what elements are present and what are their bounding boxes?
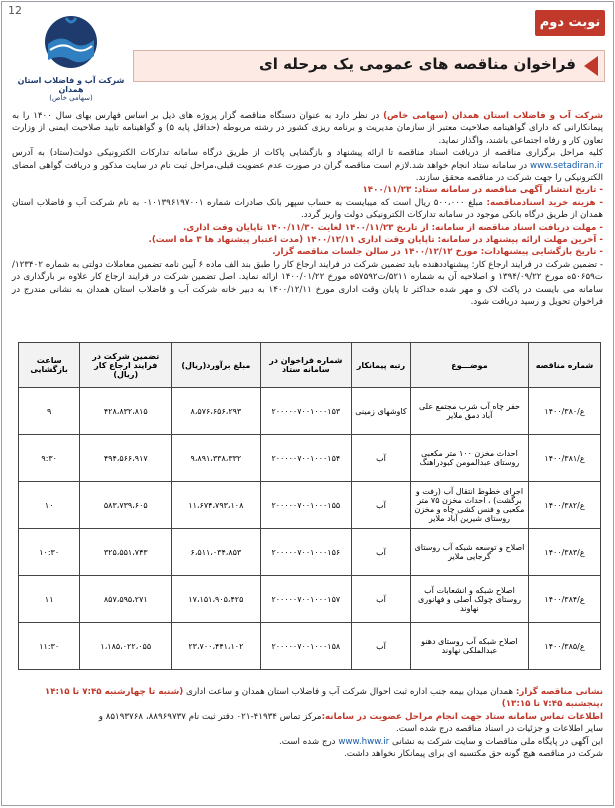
cell-rank: آب <box>352 623 411 670</box>
second-round-badge: نوبت دوم <box>535 10 605 36</box>
cell-rank: کاوشهای زمینی <box>352 388 411 435</box>
company-name: شرکت آب و فاضلاب استان همدان <box>17 76 125 94</box>
cell-guarantee: ۴۲۸،۸۳۲،۸۱۵ <box>80 388 172 435</box>
rights-line: شرکت در مناقصه هیچ گونه حق مکتسبه ای برای پیمانکار نخواهد داشت. <box>343 749 603 760</box>
cell-setad-number: ۲۰۰۰۰۰۷۰۰۱۰۰۰۱۵۳ <box>260 388 351 435</box>
cell-rank: آب <box>352 576 411 623</box>
table-header-row <box>19 343 601 388</box>
notice-body <box>12 110 603 309</box>
table-row <box>19 435 601 482</box>
tender-notice-page <box>1 1 614 806</box>
fee-text: مبلغ ۵۰۰،۰۰۰ ریال است که میبایست به حساب سپهر بانک صادرات شماره ۰۱۰۱۳۹۶۱۹۷۰۰۱ به نام شرکت آب و فاضلاب استان همدان از طریق درگاه بانکی موجود در سامانه تدارکات الکترونیکی دولت واریز گردد. <box>12 197 603 221</box>
portal-text-a: این آگهی در پایگاه ملی مناقصات و سایت شرکت به نشانی <box>389 736 603 747</box>
address-label: نشانی مناقصه گزار: <box>515 687 603 697</box>
cell-guarantee: ۴۹۴،۵۶۶،۹۱۷ <box>80 435 172 482</box>
cell-tender-number: ع/۱۴۰۰/۳۸۲ <box>529 482 601 529</box>
setad-text-b: در سامانه ستاد انجام خواهد شد.لازم است مناقصه گران در صورت عدم عضویت قبلی،مراحل ثبت نام در سایت مذکور و دریافت گواهی امضای الکترونیکی را جهت شرکت در مناقصه محقق سازند. <box>12 160 603 184</box>
guarantee-line: - تضمین شرکت در فرایند ارجاع کار: پیشنهاددهنده باید تضمین شرکت در فرایند ارجاع کار را طبق بند الف ماده ۶ آیین نامه تضمین معاملات دولتی به شماره ۱۲۳۴۰۲/ت۵۰۶۵۹ه مورخ ۱۳۹۴/۰۹/۲۲ و اصلاحیه آن به شماره ۵۲۱۱/ت۵۷۵۹۲ه مورخ ۱۴۰۰/۰۱/۲۲ ارائه نماید. اصل تضمین شرکت در فرایند ارجاع کار علاوه بر بارگذاری در سامانه می بایست در پاکت لاک و مهر شده حداکثر تا پایان وقت اداری مورخ ۱۴۰۰/۱۲/۱۱ به دبیر خانه شرکت آب و فاضلاب استان همدان به نشانی مندرج در فراخوان تحویل و رسید دریافت شود. <box>12 259 603 308</box>
publish-date-line: - تاریخ انتشار آگهی مناقصه در سامانه ستاد: ۱۴۰۰/۱۱/۲۳ <box>362 185 603 196</box>
intro-paragraph <box>12 110 603 147</box>
cell-subject: اجرای خطوط انتقال آب (رفت و برگشت) ، احداث مخزن ۷۵ متر مکعبی و فنس کشی چاه و مخزن روستای شیرین آباد ملایر <box>410 482 528 529</box>
cell-setad-number: ۲۰۰۰۰۰۷۰۰۱۰۰۰۱۵۶ <box>260 529 351 576</box>
intro-text: در نظر دارد به عنوان دستگاه مناقصه گزار پروژه های ذیل بر اساس فهارس بهای سال ۱۴۰۰ را به پیمانکارانی که دارای گواهینامه صلاحیت معتبر از سازمان مدیریت و برنامه ریزی کشور در رشته مربوطه (حداقل پایه ۵) و گواهینامه تایید صلاحیت ایمنی از وزارت تعاون کار و رفاه اجتماعی باشند، واگذار نماید. <box>12 111 603 146</box>
cell-tender-number: ع/۱۴۰۰/۳۸۰ <box>529 388 601 435</box>
fee-line <box>12 197 603 222</box>
cell-estimate: ۹،۸۹۱،۳۳۸،۳۳۲ <box>172 435 260 482</box>
cell-setad-number: ۲۰۰۰۰۰۷۰۰۱۰۰۰۱۵۸ <box>260 623 351 670</box>
more-info-line: سایر اطلاعات و جزئیات در اسناد مناقصه درج شده است. <box>396 724 603 735</box>
cell-estimate: ۲۳،۷۰۰،۴۴۱،۱۰۲ <box>172 623 260 670</box>
cell-opening-time: ۱۱ <box>19 576 80 623</box>
company-site-link[interactable]: www.hww.ir <box>338 736 390 747</box>
col-subject: موضـــوع <box>410 343 528 388</box>
cell-rank: آب <box>352 435 411 482</box>
cell-setad-number: ۲۰۰۰۰۰۷۰۰۱۰۰۰۱۵۵ <box>260 482 351 529</box>
setad-contact-text: مرکز تماس ۴۱۹۳۴-۰۲۱ دفتر ثبت نام ۸۸۹۶۹۷۳۷، ۸۵۱۹۳۷۶۸ و <box>98 711 322 722</box>
cell-subject: حفر چاه آب شرب مجتمع علی آباد دمق ملایر <box>410 388 528 435</box>
cell-estimate: ۶،۵۱۱،۰۳۴،۸۵۳ <box>172 529 260 576</box>
cell-rank: آب <box>352 529 411 576</box>
setad-paragraph <box>12 147 603 184</box>
table-row <box>19 482 601 529</box>
setad-text-a: کلیه مراحل برگزاری مناقصه از دریافت اسناد مناقصه تا ارائه پیشنهاد و بازگشایی پاکات از طریق درگاه سامانه تدارکات الکترونیکی دولت(ستاد) به آدرس <box>12 148 603 159</box>
page-corner-number: 12 <box>8 4 22 17</box>
cell-opening-time: ۱۰:۳۰ <box>19 529 80 576</box>
col-tender-number: شماره مناقصه <box>529 343 601 388</box>
col-estimate: مبلغ برآورد(ریال) <box>172 343 260 388</box>
cell-subject: اصلاح شبکه و انشعابات آب روستای چولک اصلی و فهانوری نهاوند <box>410 576 528 623</box>
cell-subject: اصلاح و توسعه شبکه آب روستای گرجایی ملایر <box>410 529 528 576</box>
cell-guarantee: ۸۵۷،۵۹۵،۲۷۱ <box>80 576 172 623</box>
cell-estimate: ۸،۵۷۶،۶۵۶،۲۹۳ <box>172 388 260 435</box>
company-type: (سهامی خاص) <box>49 94 93 102</box>
cell-guarantee: ۱،۱۸۵،۰۲۲،۰۵۵ <box>80 623 172 670</box>
setad-link[interactable]: www.setadiran.ir <box>530 160 603 171</box>
col-opening-time: ساعت بازگشایی <box>19 343 80 388</box>
cell-rank: آب <box>352 482 411 529</box>
cell-subject: اصلاح شبکه آب روستای دهنو عبدالملکی نهاوند <box>410 623 528 670</box>
company-highlight: شرکت آب و فاضلاب استان همدان (سهامی خاص) <box>383 111 604 121</box>
cell-guarantee: ۳۲۵،۵۵۱،۷۴۳ <box>80 529 172 576</box>
address-line <box>12 686 603 711</box>
submit-deadline-line: - آخرین مهلت ارائه پیشنهاد در سامانه: تاپایان وقت اداری ۱۴۰۰/۱۲/۱۱ (مدت اعتبار پیشنهاد ها ۳ ماه است). <box>148 235 603 246</box>
cell-estimate: ۱۷،۱۵۱،۹۰۵،۴۲۵ <box>172 576 260 623</box>
portal-line <box>12 736 603 748</box>
col-contractor-rank: رتبه پیمانکار <box>352 343 411 388</box>
cell-tender-number: ع/۱۴۰۰/۳۸۳ <box>529 529 601 576</box>
title-arrow-icon <box>584 56 598 76</box>
cell-guarantee: ۵۸۳،۷۳۹،۶۰۵ <box>80 482 172 529</box>
fee-label: - هزینه خرید اسنادمناقصه: <box>486 197 603 208</box>
company-logo <box>16 12 126 102</box>
setad-contact-label: اطلاعات تماس سامانه ستاد جهت انجام مراحل عضویت در سامانه: <box>321 711 603 722</box>
setad-contact-line <box>12 711 603 723</box>
notice-footer <box>12 686 603 760</box>
cell-subject: احداث مخزن ۱۰۰ متر مکعبی روستای عبدالمومن کبودراهنگ <box>410 435 528 482</box>
cell-tender-number: ع/۱۴۰۰/۳۸۵ <box>529 623 601 670</box>
cell-estimate: ۱۱،۶۷۴،۷۹۳،۱۰۸ <box>172 482 260 529</box>
notice-title-bar <box>133 50 605 82</box>
opening-date-line: - تاریخ بازگشایی پیشنهادات: مورخ ۱۴۰۰/۱۲/۱۲ در سالن جلسات مناقصه گزار. <box>272 247 603 258</box>
cell-opening-time: ۱۰ <box>19 482 80 529</box>
tenders-table <box>18 342 601 670</box>
cell-opening-time: ۱۱:۳۰ <box>19 623 80 670</box>
cell-setad-number: ۲۰۰۰۰۰۷۰۰۱۰۰۰۱۵۴ <box>260 435 351 482</box>
office-hours: (شنبه تا چهارشنبه ۷:۴۵ تا ۱۴:۱۵ ،پنجشنبه ۷:۴۵ تا ۱۳:۱۵) <box>44 687 603 710</box>
notice-title: فراخوان مناقصه های عمومی یک مرحله ای <box>258 55 576 73</box>
cell-tender-number: ع/۱۴۰۰/۳۸۱ <box>529 435 601 482</box>
table-row <box>19 529 601 576</box>
cell-tender-number: ع/۱۴۰۰/۳۸۴ <box>529 576 601 623</box>
cell-setad-number: ۲۰۰۰۰۰۷۰۰۱۰۰۰۱۵۷ <box>260 576 351 623</box>
col-guarantee: تضمین شرکت در فرایند ارجاع کار (ریال) <box>80 343 172 388</box>
table-row <box>19 576 601 623</box>
table-row <box>19 388 601 435</box>
col-setad-number: شماره فراخوان در سامانه ستاد <box>260 343 351 388</box>
water-drop-logo-icon <box>36 12 106 70</box>
portal-text-b: درج شده است. <box>278 736 339 747</box>
address-text: همدان میدان بیمه جنب اداره ثبت احوال شرکت آب و فاضلاب استان همدان و ساعت اداری <box>183 687 516 697</box>
cell-opening-time: ۹:۳۰ <box>19 435 80 482</box>
table-row <box>19 623 601 670</box>
receive-deadline-line: - مهلت دریافت اسناد مناقصه از سامانه: از تاریخ ۱۴۰۰/۱۱/۲۳ لغایت ۱۴۰۰/۱۱/۳۰ تاپایان وقت اداری. <box>182 222 603 233</box>
cell-opening-time: ۹ <box>19 388 80 435</box>
